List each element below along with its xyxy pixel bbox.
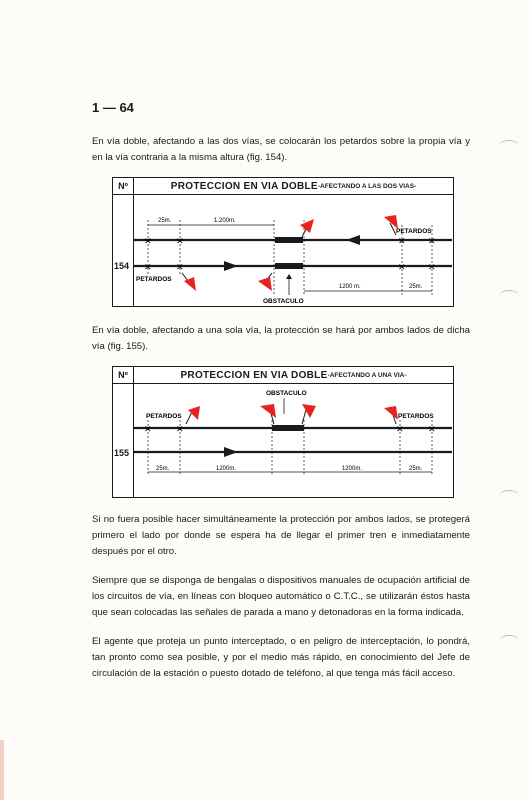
- dim-25-left: 25m.: [156, 466, 170, 472]
- direction-arrow-left: [346, 235, 360, 245]
- figure-number: 154: [114, 261, 130, 271]
- red-flag-icon: [258, 273, 272, 291]
- figure-header: [113, 178, 453, 195]
- figure-number-column: [113, 384, 134, 497]
- figure-body: [113, 195, 453, 306]
- petard-icon: ✕: [144, 236, 152, 246]
- dim-25-right: 25m.: [409, 466, 423, 472]
- petard-icon: ✕: [176, 236, 184, 246]
- direction-arrow-right: [224, 447, 238, 457]
- diagram-154: [134, 195, 452, 305]
- direction-arrow-right: [224, 261, 238, 271]
- petardos-label-right: PETARDOS: [396, 228, 432, 235]
- red-flag-icon: [384, 406, 398, 424]
- figure-155: [112, 366, 454, 498]
- figure-154: [112, 177, 454, 307]
- dim-1200-right: 1200m.: [342, 466, 363, 472]
- obstacle-pointer-head: [286, 274, 292, 279]
- paragraph-1: En vía doble, afectando a las dos vías, se colocarán los petardos sobre la propia vía y en la vía contraria a la misma altura (fig. 154).: [92, 136, 470, 163]
- figure-body: [113, 384, 453, 497]
- obstaculo-label: OBSTACULO: [266, 390, 307, 397]
- page-edge-stain: [0, 740, 4, 800]
- petard-icon: ✕: [398, 236, 406, 246]
- red-flag-icon: [186, 406, 200, 424]
- red-flag-icon: [182, 273, 196, 291]
- paragraph-5: El agente que proteja un punto interceptado, o en peligro de interceptación, lo pondrá, tan pronto como sea posible, y por el medio más rápido, en conocimiento del Jefe de circulación de la estación o puesto dotado de teléfono, al que tenga más fácil acceso.: [92, 636, 470, 679]
- figure-no-label: Nº: [113, 367, 134, 383]
- margin-mark: [499, 635, 519, 648]
- obstacle-block: [275, 263, 303, 269]
- red-flag-icon: [260, 404, 276, 424]
- petard-icon: ✕: [176, 262, 184, 272]
- paragraph-3: Si no fuera posible hacer simultáneamente la protección por ambos lados, se protegerá primero el lado por donde se espera ha de llegar el primer tren e inmediatamente después por el otro.: [92, 514, 470, 557]
- petard-icon: ✕: [144, 424, 152, 434]
- petard-icon: ✕: [428, 262, 436, 272]
- figure-number-column: [113, 195, 134, 306]
- petard-icon: ✕: [428, 424, 436, 434]
- dim-1200-left: 1.200m.: [214, 218, 236, 224]
- petard-icon: ✕: [428, 236, 436, 246]
- petard-icon: ✕: [144, 262, 152, 272]
- dim-25-left: 25m.: [158, 218, 172, 224]
- petard-icon: ✕: [396, 424, 404, 434]
- red-flag-icon: [300, 219, 314, 237]
- petard-icon: ✕: [398, 262, 406, 272]
- figure-number: 155: [114, 448, 130, 458]
- dim-1200-right: 1200 m.: [339, 284, 361, 290]
- diagram-155: [134, 384, 452, 496]
- paragraph-2: En vía doble, afectando a una sola vía, la protección se hará por ambos lados de dicha vía (fig. 155).: [92, 325, 470, 352]
- obstacle-block: [272, 425, 304, 431]
- petard-icon: ✕: [176, 424, 184, 434]
- petardos-label-left: PETARDOS: [136, 276, 172, 283]
- petardos-label-right: PETARDOS: [398, 413, 434, 420]
- figure-title: PROTECCION EN VIA DOBLE -AFECTANDO A UNA VIA-: [180, 369, 407, 381]
- figure-title: PROTECCION EN VIA DOBLE -AFECTANDO A LAS DOS VIAS-: [170, 180, 417, 192]
- petardos-label-left: PETARDOS: [146, 413, 182, 420]
- paragraph-4: Siempre que se disponga de bengalas o dispositivos manuales de ocupación artificial de los circuitos de vía, en líneas con bloqueo automático o C.T.C., se utilizarán éstos hasta que sean colocadas las señales de parada a mano y detonadoras en la forma indicada.: [92, 575, 470, 618]
- margin-mark: [499, 290, 519, 303]
- figure-header: [113, 367, 453, 384]
- dim-1200-left: 1200m.: [216, 466, 237, 472]
- obstaculo-label: OBSTACULO: [263, 298, 304, 305]
- margin-mark: [499, 140, 519, 153]
- figure-no-label: Nº: [113, 178, 134, 194]
- margin-mark: [499, 490, 519, 503]
- page-number: 1 — 64: [92, 100, 134, 115]
- obstacle-block: [275, 237, 303, 243]
- dim-25-right: 25m.: [409, 284, 423, 290]
